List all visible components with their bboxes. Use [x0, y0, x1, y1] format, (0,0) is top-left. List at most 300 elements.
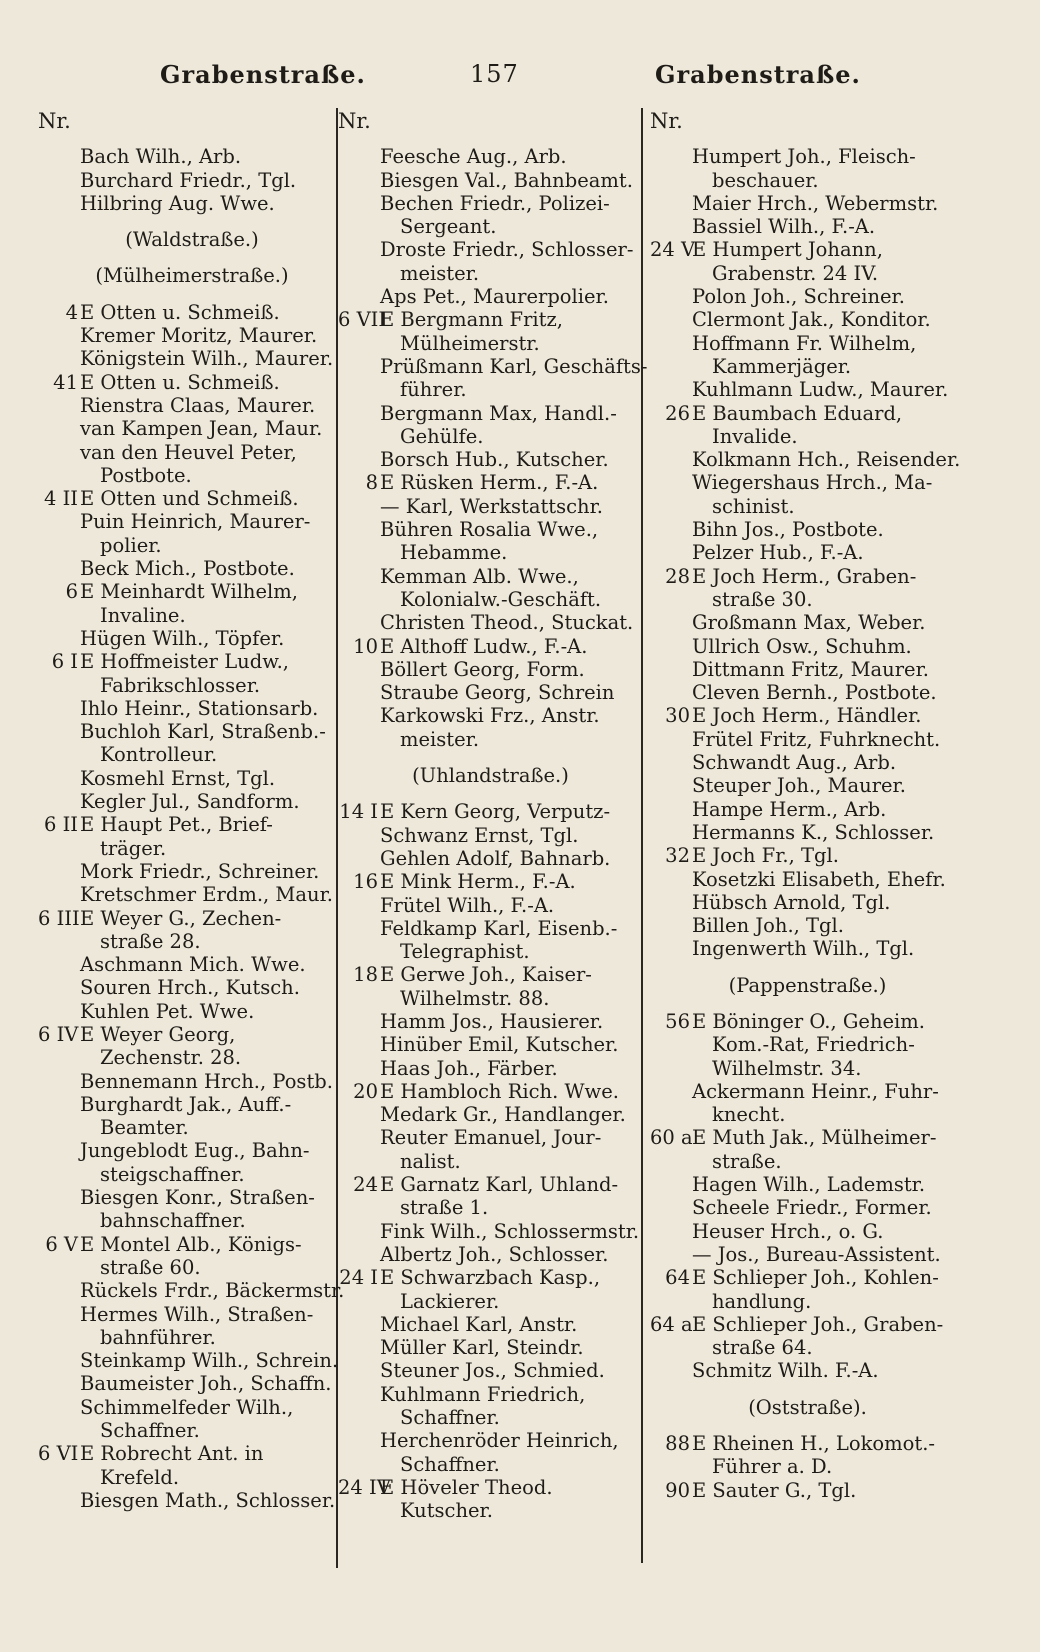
entry-text: Burchard Friedr., Tgl. — [80, 168, 297, 192]
entry-continuation — [650, 1057, 965, 1080]
directory-entry — [338, 1476, 643, 1499]
entry-text: E Sauter G., Tgl. — [692, 1478, 857, 1502]
directory-entry — [650, 1266, 965, 1289]
directory-entry — [338, 145, 643, 168]
entry-text: Frütel Fritz, Fuhrknecht. — [692, 727, 941, 751]
entry-text: Wilhelmstr. 88. — [400, 986, 550, 1010]
directory-entry — [650, 704, 965, 727]
entry-text: Kegler Jul., Sandform. — [80, 790, 300, 814]
directory-entry — [38, 394, 346, 417]
entry-text: schinist. — [712, 494, 795, 518]
directory-entry — [38, 883, 346, 906]
house-number: 28 — [665, 564, 690, 588]
directory-entry — [338, 824, 643, 847]
directory-entry — [338, 285, 643, 308]
page-number: 157 — [470, 60, 519, 88]
entry-text: Bühren Rosalia Wwe., — [380, 518, 599, 542]
column-3 — [650, 110, 965, 1502]
entry-text: träger. — [100, 836, 167, 860]
entry-text: Jungeblodt Eug., Bahn- — [80, 1139, 310, 1163]
entry-continuation — [38, 604, 346, 627]
section-heading: (Uhlandstraße.) — [412, 764, 569, 788]
directory-entry — [38, 371, 346, 394]
directory-entry — [38, 1489, 346, 1512]
entry-text: Wiegershaus Hrch., Ma- — [692, 471, 933, 495]
entry-text: Hagen Wilh., Lademstr. — [692, 1173, 926, 1197]
entry-text: steigschaffner. — [100, 1162, 245, 1186]
directory-entry — [38, 813, 346, 836]
house-number: 24 I — [339, 1266, 378, 1290]
directory-entry — [38, 627, 346, 650]
entry-continuation — [38, 1046, 346, 1069]
entry-text: Kosetzki Elisabeth, Ehefr. — [692, 867, 946, 891]
directory-entry — [38, 347, 346, 370]
entry-text: Ingenwerth Wilh., Tgl. — [692, 937, 915, 961]
entry-text: Schwandt Aug., Arb. — [692, 751, 897, 775]
directory-entry — [650, 844, 965, 867]
entry-continuation — [338, 1150, 643, 1173]
entry-text: Invalide. — [712, 424, 798, 448]
directory-entry — [338, 635, 643, 658]
directory-entry — [338, 963, 643, 986]
entry-text: straße. — [712, 1149, 782, 1173]
entry-text: Böllert Georg, Form. — [380, 657, 585, 681]
directory-entry — [650, 308, 965, 331]
entry-text: Kretschmer Erdm., Maur. — [80, 883, 333, 907]
directory-entry — [338, 847, 643, 870]
entry-text: Schaffner. — [400, 1406, 500, 1430]
directory-entry — [650, 1479, 965, 1502]
directory-entry — [38, 650, 346, 673]
entry-text: Biesgen Val., Bahnbeamt. — [380, 168, 633, 192]
house-number: 6 VI — [38, 1442, 79, 1466]
entry-text: Droste Friedr., Schlosser- — [380, 238, 634, 262]
entry-text: E Rheinen H., Lokomot.- — [692, 1432, 936, 1456]
entry-continuation — [38, 837, 346, 860]
directory-entry — [338, 704, 643, 727]
directory-entry — [38, 192, 346, 215]
entry-text: Christen Theod., Stuckat. — [380, 611, 634, 635]
entry-text: Großmann Max, Weber. — [692, 611, 926, 635]
directory-entry — [38, 510, 346, 533]
entry-continuation — [650, 425, 965, 448]
entry-text: E Joch Fr., Tgl. — [692, 844, 839, 868]
entry-continuation — [38, 1466, 346, 1489]
directory-entry — [650, 145, 965, 168]
entry-text: straße 60. — [100, 1255, 201, 1279]
directory-entry — [650, 471, 965, 494]
directory-entry — [338, 658, 643, 681]
entry-continuation — [650, 1150, 965, 1173]
entry-text: Heuser Hrch., o. G. — [692, 1219, 884, 1243]
entry-text: Hilbring Aug. Wwe. — [80, 191, 275, 215]
house-number: 6 IV — [38, 1022, 79, 1046]
directory-entry — [38, 1233, 346, 1256]
house-number: 6 VII — [338, 308, 387, 332]
entry-text: straße 28. — [100, 929, 201, 953]
entry-text: polier. — [100, 533, 162, 557]
entry-text: Aps Pet., Maurerpolier. — [380, 285, 609, 309]
entry-continuation — [338, 332, 643, 355]
entry-continuation — [338, 1406, 643, 1429]
entry-text: E Weyer G., Zechen- — [80, 906, 282, 930]
entry-text: E Schlieper Joh., Graben- — [692, 1312, 944, 1336]
running-head-right: Grabenstraße. — [655, 60, 861, 89]
entry-text: Mülheimerstr. — [400, 331, 540, 355]
entry-continuation — [338, 940, 643, 963]
entry-text: Borsch Hub., Kutscher. — [380, 448, 609, 472]
entry-text: Postbote. — [100, 463, 192, 487]
directory-entry — [38, 1279, 346, 1302]
house-number: 88 — [665, 1432, 690, 1456]
directory-entry — [38, 580, 346, 603]
directory-entry — [650, 891, 965, 914]
entry-text: — Karl, Werkstattschr. — [380, 494, 603, 518]
entry-text: Kuhlmann Ludw., Maurer. — [692, 378, 949, 402]
entry-continuation — [338, 425, 643, 448]
entry-text: Kuhlmann Friedrich, — [380, 1382, 586, 1406]
entry-text: Pelzer Hub., F.-A. — [692, 541, 864, 565]
entry-text: Kom.-Rat, Friedrich- — [712, 1033, 915, 1057]
entry-text: E Joch Herm., Graben- — [692, 564, 917, 588]
directory-entry — [650, 238, 965, 261]
entry-text: — Jos., Bureau-Assistent. — [692, 1242, 941, 1266]
directory-entry — [38, 1396, 346, 1419]
directory-entry — [38, 720, 346, 743]
directory-entry — [650, 611, 965, 634]
directory-entry — [650, 868, 965, 891]
entry-text: Maier Hrch., Webermstr. — [692, 191, 939, 215]
directory-entry — [338, 1103, 643, 1126]
entry-text: Puin Heinrich, Maurer- — [80, 510, 311, 534]
entry-text: straße 30. — [712, 587, 813, 611]
entry-text: Königstein Wilh., Maurer. — [80, 347, 334, 371]
directory-entry — [338, 1033, 643, 1056]
entry-continuation — [650, 1103, 965, 1126]
entry-text: Straube Georg, Schrein — [380, 681, 615, 705]
directory-entry — [338, 681, 643, 704]
directory-entry — [38, 1303, 346, 1326]
entry-text: Schaffner. — [400, 1452, 500, 1476]
entry-continuation — [650, 1455, 965, 1478]
entry-text: E Joch Herm., Händler. — [692, 704, 922, 728]
entry-text: Lackierer. — [400, 1289, 500, 1313]
entry-text: Souren Hrch., Kutsch. — [80, 976, 300, 1000]
entry-continuation — [650, 588, 965, 611]
directory-entry — [338, 354, 648, 378]
entry-text: Hinüber Emil, Kutscher. — [380, 1033, 619, 1057]
entry-text: Hebamme. — [400, 541, 508, 565]
entry-continuation — [38, 1256, 346, 1279]
directory-entry — [650, 541, 965, 564]
entry-continuation — [338, 215, 643, 238]
directory-entry — [38, 1139, 346, 1162]
directory-entry — [38, 907, 346, 930]
entry-text: E Meinhardt Wilhelm, — [80, 580, 298, 604]
entry-text: Kolkmann Hch., Reisender. — [692, 448, 961, 472]
entry-text: E Bergmann Fritz, — [380, 308, 563, 332]
entry-text: Hamm Jos., Hausierer. — [380, 1009, 604, 1033]
house-number: 10 — [353, 634, 378, 658]
nr-label: Nr. — [38, 109, 71, 133]
directory-entry — [338, 1266, 643, 1289]
directory-entry — [650, 937, 965, 960]
entry-text: Hermes Wilh., Straßen- — [80, 1302, 314, 1326]
entry-continuation — [38, 674, 346, 697]
house-number: 4 II — [43, 487, 78, 511]
entry-text: Herchenröder Heinrich, — [380, 1429, 619, 1453]
directory-entry — [38, 557, 346, 580]
section-heading: (Waldstraße.) — [125, 228, 259, 252]
directory-entry — [338, 238, 643, 261]
entry-text: Aschmann Mich. Wwe. — [80, 953, 306, 977]
entry-text: Scheele Friedr., Former. — [692, 1196, 932, 1220]
directory-entry — [338, 870, 643, 893]
entry-text: Bechen Friedr., Polizei- — [380, 191, 610, 215]
entry-continuation — [338, 987, 643, 1010]
entry-text: führer. — [400, 378, 467, 402]
entry-text: Bach Wilh., Arb. — [80, 145, 242, 169]
entry-continuation — [338, 588, 643, 611]
entry-text: E Mink Herm., F.-A. — [380, 870, 576, 894]
house-number: 60 a — [650, 1126, 693, 1150]
entry-text: Schimmelfeder Wilh., — [80, 1395, 294, 1419]
entry-text: handlung. — [712, 1289, 812, 1313]
entry-continuation — [38, 930, 346, 953]
entry-text: Kemman Alb. Wwe., — [380, 564, 579, 588]
entry-text: E Hambloch Rich. Wwe. — [380, 1079, 619, 1103]
house-number: 24 IV — [338, 1475, 391, 1499]
house-number: 6 — [65, 580, 78, 604]
directory-entry — [650, 728, 965, 751]
directory-entry — [650, 751, 965, 774]
directory-entry — [38, 860, 346, 883]
entry-text: Steuner Jos., Schmied. — [380, 1359, 605, 1383]
entry-continuation — [38, 534, 346, 557]
entry-text: Prüßmann Karl, Geschäfts- — [380, 354, 648, 378]
entry-continuation — [338, 1196, 643, 1219]
entry-text: Steuper Joh., Maurer. — [692, 774, 906, 798]
entry-text: Humpert Joh., Fleisch- — [692, 145, 916, 169]
house-number: 8 — [365, 471, 378, 495]
house-number: 18 — [353, 963, 378, 987]
directory-entry — [338, 565, 643, 588]
entry-continuation — [338, 1453, 643, 1476]
house-number: 6 III — [38, 906, 80, 930]
entry-text: Ihlo Heinr., Stationsarb. — [80, 696, 319, 720]
directory-entry — [338, 192, 643, 215]
entry-text: E Montel Alb., Königs- — [80, 1232, 302, 1256]
entry-text: E Otten u. Schmeiß. — [80, 370, 280, 394]
directory-entry — [650, 1313, 965, 1336]
directory-entry — [38, 976, 346, 999]
entry-continuation — [38, 464, 346, 487]
directory-entry — [650, 285, 965, 308]
entry-text: Bihn Jos., Postbote. — [692, 518, 884, 542]
entry-text: Zechenstr. 28. — [100, 1046, 242, 1070]
entry-text: Gehlen Adolf, Bahnarb. — [380, 846, 611, 870]
directory-entry — [38, 441, 346, 464]
directory-entry — [650, 1080, 965, 1103]
entry-text: Kuhlen Pet. Wwe. — [80, 999, 255, 1023]
entry-continuation — [38, 1163, 346, 1186]
entry-text: Schwanz Ernst, Tgl. — [380, 823, 579, 847]
entry-continuation — [38, 1326, 346, 1349]
entry-text: Telegraphist. — [400, 940, 530, 964]
entry-text: Cleven Bernh., Postbote. — [692, 681, 937, 705]
entry-text: bahnführer. — [100, 1325, 216, 1349]
entry-text: Müller Karl, Steindr. — [380, 1336, 584, 1360]
entry-text: Rückels Frdr., Bäckermstr. — [80, 1279, 345, 1303]
directory-entry — [650, 681, 965, 704]
entry-text: Krefeld. — [100, 1465, 180, 1489]
directory-entry — [650, 798, 965, 821]
entry-continuation — [338, 378, 643, 401]
directory-entry — [338, 1173, 643, 1196]
entry-text: Schmitz Wilh. F.-A. — [692, 1359, 879, 1383]
directory-entry — [650, 518, 965, 541]
nr-label: Nr. — [338, 109, 371, 133]
entry-text: Kontrolleur. — [100, 743, 218, 767]
directory-entry — [650, 774, 965, 797]
entry-text: Karkowski Frz., Anstr. — [380, 704, 600, 728]
directory-entry — [38, 1023, 346, 1046]
directory-entry — [650, 402, 965, 425]
entry-continuation — [650, 355, 965, 378]
house-number: 6 V — [45, 1232, 78, 1256]
entry-text: Buchloh Karl, Straßenb.- — [80, 720, 326, 744]
entry-text: E Böninger O., Geheim. — [692, 1009, 925, 1033]
directory-entry — [38, 767, 346, 790]
directory-entry — [38, 145, 346, 168]
house-number: 14 I — [339, 800, 378, 824]
entry-text: Feldkamp Karl, Eisenb.- — [380, 916, 618, 940]
directory-entry — [38, 1070, 346, 1093]
entry-text: van den Heuvel Peter, — [80, 440, 297, 464]
entry-text: Bennemann Hrch., Postb. — [80, 1069, 333, 1093]
entry-text: meister. — [400, 727, 480, 751]
entry-text: Kutscher. — [400, 1499, 493, 1523]
house-number: 64 — [665, 1266, 690, 1290]
entry-text: Albertz Joh., Schlosser. — [380, 1242, 609, 1266]
house-number: 24 — [353, 1173, 378, 1197]
entry-continuation — [650, 495, 965, 518]
entry-text: Wilhelmstr. 34. — [712, 1056, 862, 1080]
directory-entry — [38, 697, 346, 720]
entry-text: E Otten und Schmeiß. — [80, 487, 299, 511]
entry-text: Hügen Wilh., Töpfer. — [80, 626, 285, 650]
entry-text: E Weyer Georg, — [80, 1022, 236, 1046]
running-head-left: Grabenstraße. — [160, 60, 366, 89]
entry-text: Führer a. D. — [712, 1455, 833, 1479]
directory-entry — [650, 1196, 965, 1219]
directory-entry — [38, 1372, 346, 1395]
directory-entry — [338, 169, 643, 192]
entry-text: meister. — [400, 261, 480, 285]
house-number: 6 II — [43, 813, 78, 837]
entry-text: Feesche Aug., Arb. — [380, 145, 567, 169]
entry-text: Dittmann Fritz, Maurer. — [692, 657, 929, 681]
directory-entry — [650, 1173, 965, 1196]
entry-continuation — [38, 1116, 346, 1139]
house-number: 26 — [665, 401, 690, 425]
entry-continuation — [338, 541, 643, 564]
entry-text: Michael Karl, Anstr. — [380, 1312, 578, 1336]
entry-text: E Baumbach Eduard, — [692, 401, 903, 425]
directory-entry — [338, 402, 643, 425]
directory-entry — [338, 1057, 643, 1080]
directory-entry — [650, 821, 965, 844]
house-number: 20 — [353, 1079, 378, 1103]
entry-text: Hermanns K., Schlosser. — [692, 820, 935, 844]
entry-text: E Otten u. Schmeiß. — [80, 300, 280, 324]
directory-entry — [38, 417, 346, 440]
directory-entry — [650, 215, 965, 238]
entry-text: E Schlieper Joh., Kohlen- — [692, 1266, 939, 1290]
entry-continuation — [650, 1290, 965, 1313]
entry-continuation — [338, 1290, 643, 1313]
directory-entry — [38, 953, 346, 976]
entry-continuation — [38, 1209, 346, 1232]
entry-text: Billen Joh., Tgl. — [692, 914, 844, 938]
entry-continuation — [338, 1499, 643, 1522]
entry-text: straße 1. — [400, 1196, 489, 1220]
entry-text: E Garnatz Karl, Uhland- — [380, 1173, 619, 1197]
entry-text: E Althoff Ludw., F.-A. — [380, 634, 588, 658]
house-number: 64 a — [650, 1312, 693, 1336]
house-number: 4 — [65, 300, 78, 324]
entry-text: Baumeister Joh., Schaffn. — [80, 1372, 332, 1396]
entry-text: Bergmann Max, Handl.- — [380, 401, 617, 425]
entry-text: Ackermann Heinr., Fuhr- — [692, 1079, 939, 1103]
entry-text: Hoffmann Fr. Wilhelm, — [692, 331, 917, 355]
section-heading: (Mülheimerstraße.) — [95, 264, 289, 288]
entry-text: Schaffner. — [100, 1419, 200, 1443]
entry-text: Bassiel Wilh., F.-A. — [692, 215, 876, 239]
house-number: 90 — [665, 1478, 690, 1502]
entry-text: Gehülfe. — [400, 424, 484, 448]
directory-entry — [650, 1126, 965, 1149]
directory-entry — [650, 448, 965, 471]
entry-continuation — [650, 1336, 965, 1359]
entry-continuation — [38, 1419, 346, 1442]
directory-entry — [38, 1000, 346, 1023]
house-number: 56 — [665, 1009, 690, 1033]
entry-text: bahnschaffner. — [100, 1209, 246, 1233]
entry-text: Beamter. — [100, 1116, 189, 1140]
directory-entry — [338, 1126, 643, 1149]
directory-entry — [650, 1010, 965, 1033]
entry-text: Burghardt Jak., Auff.- — [80, 1092, 292, 1116]
entry-text: Reuter Emanuel, Jour- — [380, 1126, 602, 1150]
nr-label: Nr. — [650, 109, 683, 133]
directory-entry — [338, 1243, 643, 1266]
entry-text: Clermont Jak., Konditor. — [692, 308, 931, 332]
directory-entry — [38, 169, 346, 192]
entry-text: Medark Gr., Handlanger. — [380, 1103, 626, 1127]
entry-text: Polon Joh., Schreiner. — [692, 285, 905, 309]
entry-text: Steinkamp Wilh., Schrein. — [80, 1349, 339, 1373]
entry-text: straße 64. — [712, 1336, 813, 1360]
directory-entry — [38, 1442, 346, 1465]
entry-text: beschauer. — [712, 168, 819, 192]
entry-text: Haas Joh., Färber. — [380, 1056, 558, 1080]
entry-continuation — [650, 1033, 965, 1056]
directory-entry — [338, 1080, 643, 1103]
directory-entry — [650, 914, 965, 937]
entry-text: Fabrikschlosser. — [100, 673, 261, 697]
entry-text: Hampe Herm., Arb. — [692, 797, 887, 821]
